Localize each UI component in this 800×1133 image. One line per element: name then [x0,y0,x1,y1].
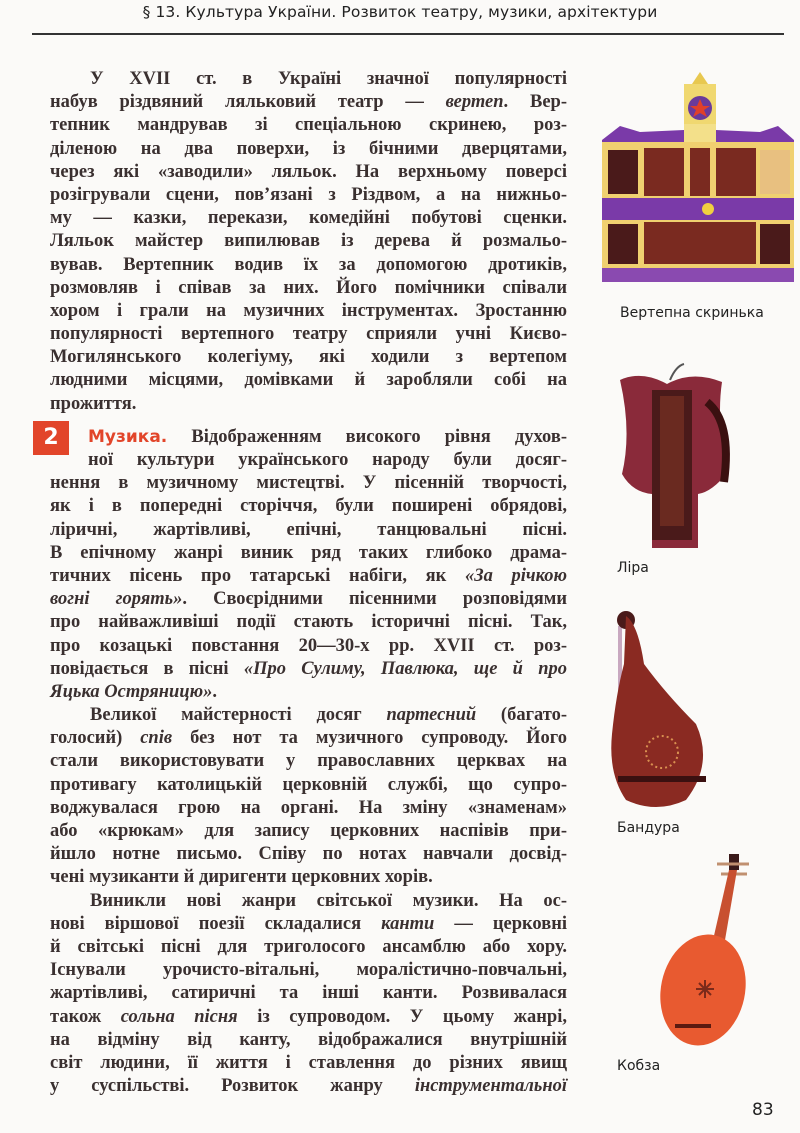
text-line [50,346,567,369]
body-text [50,68,567,1098]
kobza-illustration [655,852,755,1052]
header-divider [32,33,784,35]
italic-term: канти [381,913,435,934]
text-line [50,982,567,1005]
text-line [50,890,567,913]
text-line [50,207,567,230]
text-line [50,1029,567,1052]
text-line [50,565,567,588]
text-run: жартівливі, сатиричні та інші канти. Розвивалася [50,983,567,1004]
text-run: нення в музичному мистецтві. У пісенній творчості, [50,473,567,494]
text-run: на відміну від канту, відображалися внутрішній [50,1029,567,1050]
italic-term: сольна пісня [120,1006,238,1027]
section-number-badge: 2 [33,421,69,455]
kobza-caption: Кобза [617,1058,661,1074]
text-line [50,750,567,773]
lira-caption: Ліра [617,560,649,576]
text-line [50,114,567,137]
text-run: про козацькі повстання 20—30-х рр. XVII ст. роз- [50,635,567,656]
text-run: Відображенням високого рівня духов- [167,426,567,447]
text-run: популярності вертепного театру сприяли учні Києво- [50,324,567,345]
text-line [50,472,567,495]
text-run: стали використовувати у православних церквах на [50,751,567,772]
text-run: . Вер- [503,92,567,113]
text-run: . [212,681,218,702]
text-run: як і в попередні сторіччя, були поширені обрядові, [50,496,567,517]
text-run: чені музиканти й диригенти церковних хорів. [50,867,433,888]
text-run: розмовляв і співав за них. Його помічники співали [50,277,567,298]
text-line [50,611,567,634]
text-line [50,184,567,207]
text-line [50,820,567,843]
text-run: із супроводом. У цьому жанрі, [237,1006,567,1027]
vertep-box-illustration [600,70,796,286]
italic-term: партесний [386,705,477,726]
text-line [50,91,567,114]
text-run: воджувалася грою на органі. На зміну «знаменам» [50,797,567,818]
text-run: ліричні, жартівливі, епічні, танцювальні пісні. [50,519,567,540]
text-run: йшло нотне письмо. Співу по нотах навчали досвід- [50,844,567,865]
bandura-caption: Бандура [617,820,680,836]
text-line [50,727,567,750]
text-line [50,1075,567,1098]
text-run: вував. Вертепник водив їх за допомогою дротиків, [50,254,567,275]
text-run: або «крюкам» для запису церковних наспівів при- [50,821,567,841]
text-run: Ляльок майстер випилював із дерева й розмальо- [50,231,567,252]
text-run: У XVII ст. в Україні значної популярності [90,69,567,89]
text-line [50,495,567,518]
running-header: § 13. Культура України. Розвиток театру, музики, архітектури [142,3,658,21]
text-line [50,426,567,449]
text-line [50,542,567,565]
text-line [50,681,567,704]
text-line [50,797,567,820]
text-run: тичних пісень про татарські набіги, як [50,565,465,586]
text-line [50,635,567,658]
text-line [50,588,567,611]
text-line [50,843,567,866]
text-line [50,323,567,346]
section-title: Музика. [88,426,168,447]
italic-term: «Про Сулиму, Павлюка, ще й про [243,658,567,679]
paragraph [50,704,567,890]
paragraph [50,890,567,1099]
text-run: про найважливіші події стають історичні пісні. Так, [50,612,567,633]
text-line [50,1006,567,1029]
text-run: без нот та музичного супроводу. Його [172,728,567,749]
text-line [50,369,567,392]
italic-term: вертеп [445,92,504,113]
vertep-caption: Вертепна скринька [620,305,764,321]
text-run: Великої майстерності досяг [90,705,387,726]
text-run: хором і грали на музичних інструментах. Зростанню [50,300,567,321]
text-run: противагу католицькій церковній службі, що супро- [50,774,567,795]
text-line [50,519,567,542]
text-line [50,1052,567,1075]
italic-term: спів [140,728,173,749]
text-line [50,866,567,889]
text-run: розігрували сцени, пов’язані з Різдвом, а на нижньо- [50,184,567,205]
text-run: діленою на два поверхи, із бічними дверцятами, [50,138,567,159]
text-line [50,277,567,300]
text-line [50,774,567,797]
text-line [50,913,567,936]
text-run: нові віршової поезії складалися [50,913,382,934]
paragraph [50,68,567,416]
italic-term: вогні горять» [50,589,183,610]
text-run: також [50,1006,121,1027]
text-run: голосий) [50,728,141,749]
italic-term: «За річкою [464,565,567,586]
page-number: 83 [752,1100,774,1120]
text-run: Виникли нові жанри світської музики. На ос- [90,890,567,911]
text-run: прожиття. [50,393,137,414]
text-run: набув різдвяний ляльковий театр — [50,92,446,113]
text-run: му — казки, перекази, комедійні побутові сценки. [50,208,567,229]
text-line [50,254,567,277]
text-line [50,936,567,959]
text-run: людними місцями, домівками й заробляли собі на [50,370,567,391]
text-line [50,704,567,727]
text-run: у суспільстві. Розвиток жанру [50,1076,415,1097]
text-run: В епічному жанрі виник ряд таких глибоко драма- [50,542,567,563]
text-run: Існували урочисто-вітальні, моралістично-повчальні, [50,960,567,981]
text-line [50,138,567,161]
italic-term: інструментальної [414,1076,567,1097]
text-run: — церковні [434,913,567,934]
text-run: (багато- [476,705,568,726]
text-line [50,68,567,91]
text-line [50,658,567,681]
text-line [50,161,567,184]
text-run: . Своєрідними пісенними розповідями [182,589,567,610]
text-line [50,449,567,472]
italic-term: Яцька Остряницю» [50,681,213,702]
text-line [50,230,567,253]
text-run: й світські пісні для триголосого ансамблю або хору. [50,936,567,957]
text-run: тепник мандрував зі спеціальною скринею, роз- [50,115,567,136]
section-music-paragraph [50,426,567,704]
text-run: ної культури українського народу були досяг- [88,450,567,470]
text-run: через які «заводили» ляльок. На верхньому поверсі [50,161,567,182]
text-run: повідається в пісні [50,658,244,679]
text-run: Могилянського колегіуму, які ходили з вертепом [50,347,567,368]
bandura-illustration [606,604,716,814]
text-run: світ людини, її життя і ставлення до різних явищ [50,1052,567,1073]
lira-illustration [612,362,742,552]
text-line [50,393,567,416]
text-line [50,300,567,323]
text-line [50,959,567,982]
